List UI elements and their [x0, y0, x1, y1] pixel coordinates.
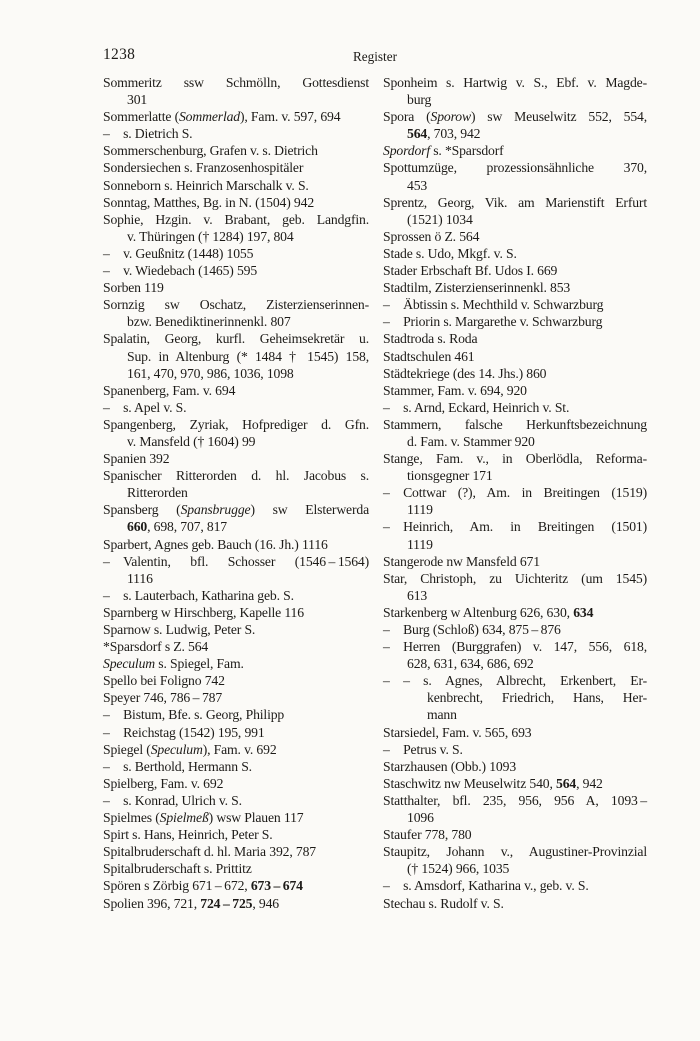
text-run: Statthalter, bfl. 235, 956, 956 A, 1093 – [383, 792, 647, 808]
text-run: 628, 631, 634, 686, 692 [407, 656, 534, 672]
index-entry [103, 142, 369, 159]
index-line [383, 262, 647, 279]
index-entry [103, 706, 369, 723]
text-run: – s. Berthold, Hermann S. [103, 758, 252, 774]
text-run: Spora ( [383, 109, 431, 125]
text-run: , 703, 942 [427, 126, 481, 142]
index-line [383, 433, 647, 450]
text-run: Sparnow s. Ludwig, Peter S. [103, 622, 256, 637]
index-line [103, 587, 369, 604]
index-line [383, 484, 647, 501]
index-entry [103, 159, 369, 176]
index-entry [383, 313, 647, 330]
text-run: Stammern, falsche Herkunftsbezeichnung [383, 416, 647, 432]
text-run: *Sparsdorf s Z. 564 [103, 639, 209, 655]
index-line [103, 399, 369, 416]
text-run: Sparbert, Agnes geb. Bauch (16. Jh.) 1116 [103, 536, 328, 552]
text-run: v. Mansfeld († 1604) 99 [127, 433, 256, 449]
index-line [383, 159, 647, 176]
italic-text: Sporow [430, 109, 471, 125]
index-entry [383, 758, 647, 775]
text-run: 613 [407, 587, 428, 603]
text-run: Spanischer Ritterorden d. hl. Jacobus s. [103, 468, 369, 484]
text-run: Starkenberg w Altenburg 626, 630, [383, 604, 574, 620]
index-line [103, 245, 369, 262]
text-run: , 942 [576, 775, 603, 791]
index-line [103, 262, 369, 279]
text-run: Stange, Fam. v., in Oberlödla, Reforma- [383, 451, 647, 467]
index-entry [383, 348, 647, 365]
text-run: – s. Konrad, Ulrich v. S. [103, 792, 242, 808]
index-entry [383, 330, 647, 347]
index-line [103, 621, 369, 638]
index-entry [383, 382, 647, 399]
text-run: – v. Geußnitz (1448) 1055 [103, 245, 254, 261]
index-entry [103, 108, 369, 125]
index-line [103, 74, 369, 91]
text-run: Sponheim s. Hartwig v. S., Ebf. v. Magde- [383, 75, 647, 90]
index-line [103, 365, 369, 382]
index-line [383, 604, 647, 621]
text-run: – – s. Agnes, Albrecht, Erkenbert, Er- [383, 673, 647, 689]
bold-text: 673 – 674 [250, 878, 303, 894]
index-line [383, 142, 647, 159]
index-entry [383, 843, 647, 877]
index-line [103, 142, 369, 159]
index-line [103, 108, 369, 125]
index-entry [383, 877, 647, 894]
index-entry [383, 194, 647, 228]
index-entry [103, 724, 369, 741]
text-run: – s. Arnd, Eckard, Heinrich v. St. [383, 399, 570, 415]
index-line [383, 501, 647, 518]
text-run: Sophie, Hzgin. v. Brabant, geb. Landgfin. [103, 211, 369, 227]
index-entry [383, 621, 647, 638]
text-run: 1116 [127, 570, 153, 586]
index-line [103, 348, 369, 365]
text-run: (1521) 1034 [407, 211, 473, 227]
index-entry [383, 74, 647, 108]
index-line [383, 108, 647, 125]
page-header-row [103, 45, 647, 65]
text-run: Spielberg, Fam. v. 692 [103, 775, 224, 791]
index-line [103, 313, 369, 330]
text-run: Ritterorden [127, 485, 188, 501]
text-run: Spottumzüge, prozessionsähnliche 370, [383, 160, 647, 176]
text-run: Stadtilm, Zisterzienserinnenkl. 853 [383, 280, 571, 296]
index-entry [383, 142, 647, 159]
text-run: – Äbtissin s. Mechthild v. Schwarzburg [383, 297, 604, 313]
text-run: Spanien 392 [103, 451, 170, 467]
text-run: Sornzig sw Oschatz, Zisterzienserinnen- [103, 297, 369, 313]
text-run: Spören s Zörbig 671 – 672, [103, 878, 251, 894]
index-entry [103, 689, 369, 706]
index-entry [383, 553, 647, 570]
index-line [103, 501, 369, 518]
index-entry [103, 826, 369, 843]
index-line [383, 330, 647, 347]
text-run: s. Spiegel, Fam. [155, 656, 244, 672]
index-entry [103, 296, 369, 330]
text-run: Staupitz, Johann v., Augustiner-Provinzial [383, 844, 647, 860]
index-entry [383, 262, 647, 279]
index-entry [383, 245, 647, 262]
index-line [383, 313, 647, 330]
index-entry [103, 758, 369, 775]
index-line [103, 758, 369, 775]
index-line [383, 638, 647, 655]
index-line [103, 775, 369, 792]
index-line [103, 826, 369, 843]
index-entry [383, 484, 647, 518]
index-line [383, 792, 647, 809]
index-line [383, 672, 647, 689]
index-line [383, 570, 647, 587]
index-entry [103, 877, 369, 894]
text-run: – s. Amsdorf, Katharina v., geb. v. S. [383, 878, 589, 894]
index-line [383, 877, 647, 894]
text-run: Spirt s. Hans, Heinrich, Peter S. [103, 827, 273, 843]
index-column-left [103, 74, 369, 912]
italic-text: Speculum [103, 656, 156, 672]
text-run: Sondersiechen s. Franzosenhospitäler [103, 160, 304, 176]
text-run: Sommerlatte ( [103, 109, 179, 125]
text-run: Spitalbruderschaft d. hl. Maria 392, 787 [103, 844, 316, 860]
index-entry [103, 467, 369, 501]
index-entry [103, 330, 369, 381]
text-run: – Petrus v. S. [383, 741, 463, 757]
text-run: – Valentin, bfl. Schosser (1546 – 1564) [103, 553, 369, 569]
italic-text: Spordorf [383, 143, 430, 159]
index-entry [103, 177, 369, 194]
italic-text: Speculum [150, 741, 203, 757]
index-entry [103, 125, 369, 142]
text-run: Spitalbruderschaft s. Prittitz [103, 861, 252, 877]
index-entry [383, 159, 647, 193]
text-run: , 698, 707, 817 [147, 519, 227, 535]
text-run: burg [407, 92, 432, 108]
text-run: Sommeritz ssw Schmölln, Gottesdienst [103, 75, 369, 90]
index-line [383, 536, 647, 553]
text-run: 1119 [407, 536, 433, 552]
index-entry [103, 655, 369, 672]
text-run: – Priorin s. Margarethe v. Schwarzburg [383, 314, 603, 330]
index-line [383, 809, 647, 826]
index-line [383, 895, 647, 912]
index-entry [383, 741, 647, 758]
index-line [103, 895, 369, 912]
text-run: Starsiedel, Fam. v. 565, 693 [383, 724, 532, 740]
index-entry [103, 536, 369, 553]
index-entry [383, 228, 647, 245]
text-run: Sorben 119 [103, 280, 164, 296]
text-run: Spansberg ( [103, 502, 181, 518]
text-run: Spolien 396, 721, [103, 895, 201, 911]
text-run: Sprentz, Georg, Vik. am Marienstift Erfurt [383, 194, 647, 210]
text-run: Stader Erbschaft Bf. Udos I. 669 [383, 263, 558, 279]
index-entry [383, 399, 647, 416]
index-line [103, 843, 369, 860]
text-run: ), Fam. v. 692 [202, 741, 277, 757]
index-line [383, 621, 647, 638]
text-run: Star, Christoph, zu Uichteritz (um 1545) [383, 570, 647, 586]
index-entry [103, 638, 369, 655]
text-run: – v. Wiedebach (1465) 595 [103, 263, 258, 279]
index-line [103, 638, 369, 655]
text-run: Spanenberg, Fam. v. 694 [103, 382, 236, 398]
text-run: – Bistum, Bfe. s. Georg, Philipp [103, 707, 285, 723]
text-run: – s. Apel v. S. [103, 399, 187, 415]
index-entry [103, 775, 369, 792]
index-entry [383, 792, 647, 826]
text-run: Spalatin, Georg, kurfl. Geheimsekretär u. [103, 331, 369, 347]
index-entry [383, 279, 647, 296]
index-line [383, 450, 647, 467]
text-run: Staufer 778, 780 [383, 827, 472, 843]
index-line [383, 177, 647, 194]
index-entry [103, 621, 369, 638]
index-entry [103, 382, 369, 399]
text-run: 1096 [407, 810, 434, 826]
text-run: d. Fam. v. Stammer 920 [407, 433, 535, 449]
index-line [103, 159, 369, 176]
index-line [103, 194, 369, 211]
index-entry [103, 843, 369, 860]
index-line [383, 296, 647, 313]
italic-text: Sommerlad [178, 109, 240, 125]
index-line [383, 125, 647, 142]
text-run: s. *Sparsdorf [429, 143, 504, 159]
text-run: Staschwitz nw Meuselwitz 540, [383, 775, 557, 791]
index-line [103, 553, 369, 570]
bold-text: 724 – 725 [200, 895, 253, 911]
text-run: v. Thüringen († 1284) 197, 804 [127, 228, 294, 244]
index-entry [383, 416, 647, 450]
index-entry [383, 296, 647, 313]
index-line [383, 655, 647, 672]
index-line [103, 296, 369, 313]
index-line [103, 484, 369, 501]
text-run: Stadtschulen 461 [383, 348, 475, 364]
index-entry [103, 194, 369, 211]
index-entry [103, 809, 369, 826]
text-run: 301 [127, 92, 148, 108]
index-entry [383, 365, 647, 382]
index-line [103, 877, 369, 894]
index-line [103, 672, 369, 689]
index-entry [103, 211, 369, 245]
index-line [103, 177, 369, 194]
index-entry [103, 792, 369, 809]
bold-text: 660 [127, 519, 148, 535]
text-run: Sup. in Altenburg (* 1484 † 1545) 158, [127, 348, 369, 364]
index-line [103, 706, 369, 723]
index-entry [103, 501, 369, 535]
index-line [103, 433, 369, 450]
text-run: Spielmes ( [103, 810, 160, 826]
index-entry [383, 895, 647, 912]
text-run: Sommerschenburg, Grafen v. s. Dietrich [103, 143, 318, 159]
bold-text: 564 [407, 126, 428, 142]
index-entry [383, 450, 647, 484]
text-run: ) sw Elsterwerda [250, 502, 370, 518]
index-line [383, 689, 647, 706]
index-entry [383, 604, 647, 621]
index-line [383, 758, 647, 775]
index-line [103, 228, 369, 245]
index-line [103, 450, 369, 467]
index-line [103, 91, 369, 108]
index-line [383, 91, 647, 108]
index-entry [383, 826, 647, 843]
index-line [383, 382, 647, 399]
text-run: († 1524) 966, 1035 [407, 861, 510, 877]
index-line [103, 211, 369, 228]
index-line [103, 467, 369, 484]
index-line [383, 228, 647, 245]
index-entry [103, 279, 369, 296]
text-run: kenbrecht, Friedrich, Hans, Her- [427, 690, 647, 706]
index-line [103, 125, 369, 142]
text-run: Stadtroda s. Roda [383, 331, 478, 347]
text-run: ) sw Meuselwitz 552, 554, [470, 109, 647, 125]
index-line [383, 741, 647, 758]
text-run: Stade s. Udo, Mkgf. v. S. [383, 245, 517, 261]
index-entry [383, 638, 647, 672]
index-entry [103, 399, 369, 416]
index-line [383, 724, 647, 741]
bold-text: 564 [556, 775, 577, 791]
index-line [103, 689, 369, 706]
text-run: – Herren (Burggrafen) v. 147, 556, 618, [383, 639, 647, 655]
index-columns [103, 74, 647, 912]
index-line [383, 245, 647, 262]
index-line [103, 536, 369, 553]
index-line [383, 467, 647, 484]
index-entry [103, 74, 369, 108]
index-line [103, 741, 369, 758]
index-line [103, 330, 369, 347]
index-line [383, 706, 647, 723]
text-run: ), Fam. v. 597, 694 [239, 109, 341, 125]
text-run: Sprossen ö Z. 564 [383, 228, 480, 244]
text-run: – s. Dietrich S. [103, 126, 193, 142]
index-entry [103, 895, 369, 912]
index-line [383, 587, 647, 604]
index-line [383, 348, 647, 365]
index-line [383, 860, 647, 877]
index-entry [383, 108, 647, 142]
index-line [103, 860, 369, 877]
index-entry [103, 450, 369, 467]
text-run: – Reichstag (1542) 195, 991 [103, 724, 265, 740]
text-run: Sonneborn s. Heinrich Marschalk v. S. [103, 177, 309, 193]
text-run: Städtekriege (des 14. Jhs.) 860 [383, 365, 547, 381]
bold-text: 634 [573, 604, 594, 620]
index-entry [383, 518, 647, 552]
text-run: mann [427, 707, 457, 723]
text-run: Spiegel ( [103, 741, 151, 757]
index-entry [383, 672, 647, 723]
text-run: 453 [407, 177, 428, 193]
index-line [383, 279, 647, 296]
text-run: tionsgegner 171 [407, 468, 493, 484]
text-run: – Cottwar (?), Am. in Breitingen (1519) [383, 485, 647, 501]
index-line [103, 416, 369, 433]
index-entry [103, 416, 369, 450]
index-line [103, 809, 369, 826]
index-line [103, 382, 369, 399]
text-run: Sonntag, Matthes, Bg. in N. (1504) 942 [103, 194, 315, 210]
text-run: ) wsw Plauen 117 [208, 810, 304, 826]
text-run: Spello bei Foligno 742 [103, 673, 225, 689]
running-title: Register [353, 48, 397, 64]
index-entry [103, 245, 369, 262]
text-run: , 946 [252, 895, 279, 911]
index-line [383, 553, 647, 570]
text-run: Stammer, Fam. v. 694, 920 [383, 382, 527, 398]
index-entry [383, 775, 647, 792]
index-line [103, 518, 369, 535]
index-line [103, 279, 369, 296]
italic-text: Spansbrugge [180, 502, 251, 518]
text-run: Stangerode nw Mansfeld 671 [383, 553, 540, 569]
index-line [103, 724, 369, 741]
index-entry [103, 860, 369, 877]
index-line [383, 826, 647, 843]
index-line [383, 843, 647, 860]
text-run: – s. Lauterbach, Katharina geb. S. [103, 587, 294, 603]
index-line [383, 399, 647, 416]
index-entry [103, 741, 369, 758]
italic-text: Spielmeß [159, 810, 209, 826]
index-entry [103, 604, 369, 621]
text-run: Stechau s. Rudolf v. S. [383, 895, 504, 911]
text-run: Starzhausen (Obb.) 1093 [383, 758, 517, 774]
index-line [103, 655, 369, 672]
text-run: bzw. Benediktinerinnenkl. 807 [127, 314, 291, 330]
page-number: 1238 [103, 46, 136, 63]
index-line [383, 211, 647, 228]
index-entry [383, 570, 647, 604]
text-run: Spangenberg, Zyriak, Hofprediger d. Gfn. [103, 416, 369, 432]
index-entry [383, 724, 647, 741]
text-run: Speyer 746, 786 – 787 [103, 690, 223, 706]
text-run: 161, 470, 970, 986, 1036, 1098 [127, 365, 294, 381]
index-line [103, 792, 369, 809]
text-run: Sparnberg w Hirschberg, Kapelle 116 [103, 604, 304, 620]
text-run: – Heinrich, Am. in Breitingen (1501) [383, 519, 647, 535]
text-run: 1119 [407, 502, 433, 518]
index-line [383, 775, 647, 792]
index-column-right [383, 74, 647, 912]
index-entry [103, 672, 369, 689]
index-line [383, 518, 647, 535]
index-entry [103, 262, 369, 279]
index-entry [103, 553, 369, 587]
index-line [103, 604, 369, 621]
index-entry [103, 587, 369, 604]
text-run: – Burg (Schloß) 634, 875 – 876 [383, 622, 561, 637]
index-line [383, 416, 647, 433]
index-line [383, 194, 647, 211]
index-line [383, 365, 647, 382]
index-line [103, 570, 369, 587]
index-line [383, 74, 647, 91]
